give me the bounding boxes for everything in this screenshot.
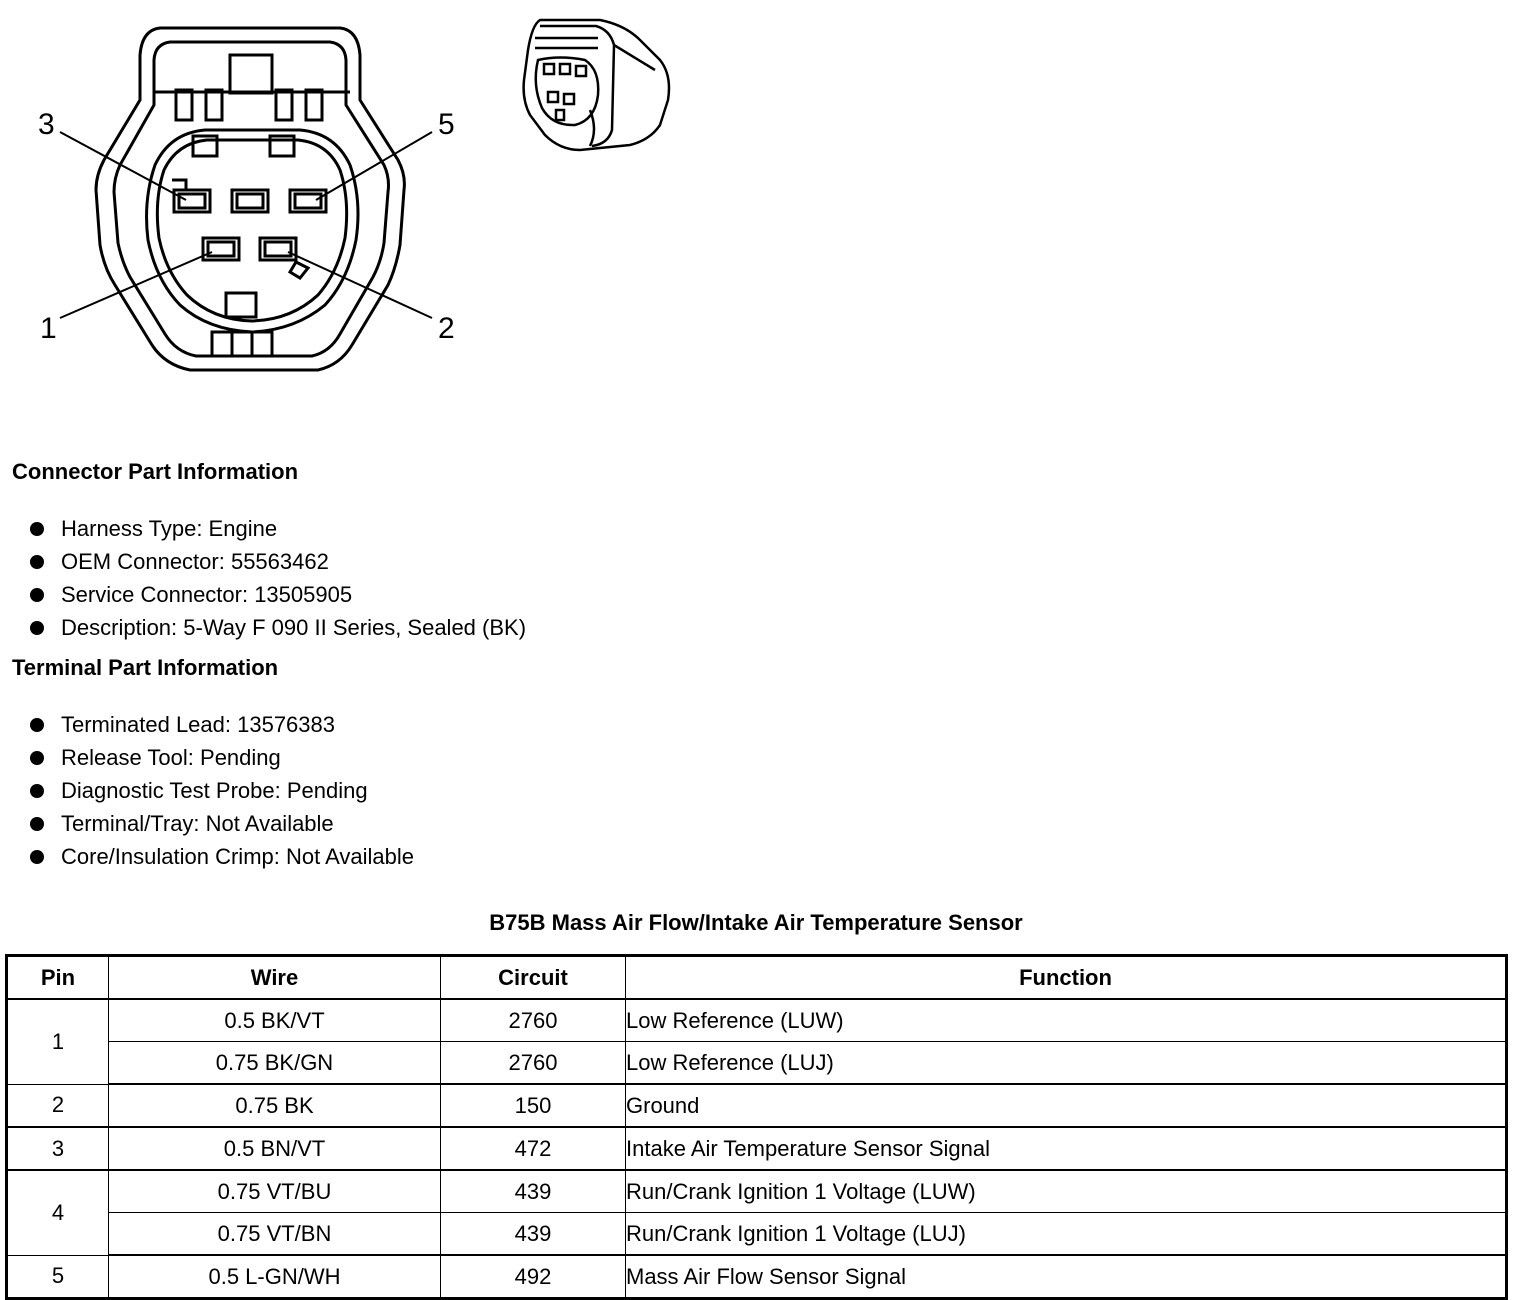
pin-label-1: 1 <box>40 312 57 345</box>
wire-cell: 0.5 BK/VT <box>109 999 441 1042</box>
list-item <box>30 611 526 644</box>
list-item-text: Description: 5-Way F 090 II Series, Sealed (BK) <box>61 615 527 640</box>
wire-cell: 0.5 BN/VT <box>109 1127 441 1170</box>
list-item <box>30 512 526 545</box>
header-circuit: Circuit <box>441 956 626 1000</box>
table-row <box>7 1170 1507 1213</box>
list-item <box>30 741 414 774</box>
function-cell: Run/Crank Ignition 1 Voltage (LUJ) <box>626 1213 1507 1256</box>
circuit-cell: 439 <box>441 1213 626 1256</box>
list-item-text: Terminal/Tray: Not Available <box>61 811 334 836</box>
list-item-text: Core/Insulation Crimp: Not Available <box>61 844 414 869</box>
header-function: Function <box>626 956 1507 1000</box>
header-wire: Wire <box>109 956 441 1000</box>
pin-label-3: 3 <box>38 108 55 141</box>
pin-cell: 3 <box>7 1127 109 1170</box>
list-item <box>30 545 526 578</box>
connector-face-view <box>60 28 432 370</box>
function-cell: Low Reference (LUW) <box>626 999 1507 1042</box>
list-item-text: Service Connector: 13505905 <box>61 582 353 607</box>
list-item-text: Diagnostic Test Probe: Pending <box>61 778 368 803</box>
circuit-cell: 150 <box>441 1084 626 1127</box>
list-item-text: OEM Connector: 55563462 <box>61 549 329 574</box>
pin-cell: 4 <box>7 1170 109 1255</box>
table-row <box>7 1042 1507 1085</box>
list-item-text: Harness Type: Engine <box>61 516 278 541</box>
circuit-cell: 492 <box>441 1255 626 1299</box>
bullet-icon <box>30 850 44 864</box>
pinout-table <box>5 954 1508 1300</box>
pin-labels <box>38 108 455 345</box>
wire-cell: 0.5 L-GN/WH <box>109 1255 441 1299</box>
function-cell: Mass Air Flow Sensor Signal <box>626 1255 1507 1299</box>
table-header-row <box>7 956 1507 1000</box>
bullet-icon <box>30 621 44 635</box>
list-item-text: Terminated Lead: 13576383 <box>61 712 335 737</box>
list-item <box>30 708 414 741</box>
bullet-icon <box>30 751 44 765</box>
header-pin: Pin <box>7 956 109 1000</box>
pin-cell: 5 <box>7 1255 109 1299</box>
bullet-icon <box>30 588 44 602</box>
pin-cell: 1 <box>7 999 109 1084</box>
wire-cell: 0.75 VT/BU <box>109 1170 441 1213</box>
connector-isometric-view <box>524 20 669 150</box>
table-row <box>7 999 1507 1042</box>
function-cell: Ground <box>626 1084 1507 1127</box>
connector-part-info-list <box>30 512 526 644</box>
bullet-icon <box>30 718 44 732</box>
bullet-icon <box>30 817 44 831</box>
function-cell: Low Reference (LUJ) <box>626 1042 1507 1085</box>
list-item <box>30 774 414 807</box>
list-item <box>30 807 414 840</box>
list-item-text: Release Tool: Pending <box>61 745 281 770</box>
table-title: B75B Mass Air Flow/Intake Air Temperature Sensor <box>489 910 1023 935</box>
circuit-cell: 2760 <box>441 999 626 1042</box>
circuit-cell: 2760 <box>441 1042 626 1085</box>
table-row <box>7 1213 1507 1256</box>
list-item <box>30 840 414 873</box>
connector-part-info-heading: Connector Part Information <box>12 459 299 484</box>
list-item <box>30 578 526 611</box>
function-cell: Intake Air Temperature Sensor Signal <box>626 1127 1507 1170</box>
terminal-part-info-heading: Terminal Part Information <box>12 655 279 680</box>
circuit-cell: 439 <box>441 1170 626 1213</box>
wire-cell: 0.75 BK <box>109 1084 441 1127</box>
table-row <box>7 1255 1507 1299</box>
pin-cell: 2 <box>7 1084 109 1127</box>
pin-label-5: 5 <box>438 108 455 141</box>
bullet-icon <box>30 555 44 569</box>
table-row <box>7 1127 1507 1170</box>
bullet-icon <box>30 522 44 536</box>
wire-cell: 0.75 BK/GN <box>109 1042 441 1085</box>
function-cell: Run/Crank Ignition 1 Voltage (LUW) <box>626 1170 1507 1213</box>
terminal-part-info-list <box>30 708 414 873</box>
connector-diagram <box>0 0 720 420</box>
table-row <box>7 1084 1507 1127</box>
wire-cell: 0.75 VT/BN <box>109 1213 441 1256</box>
circuit-cell: 472 <box>441 1127 626 1170</box>
bullet-icon <box>30 784 44 798</box>
pin-label-2: 2 <box>438 312 455 345</box>
